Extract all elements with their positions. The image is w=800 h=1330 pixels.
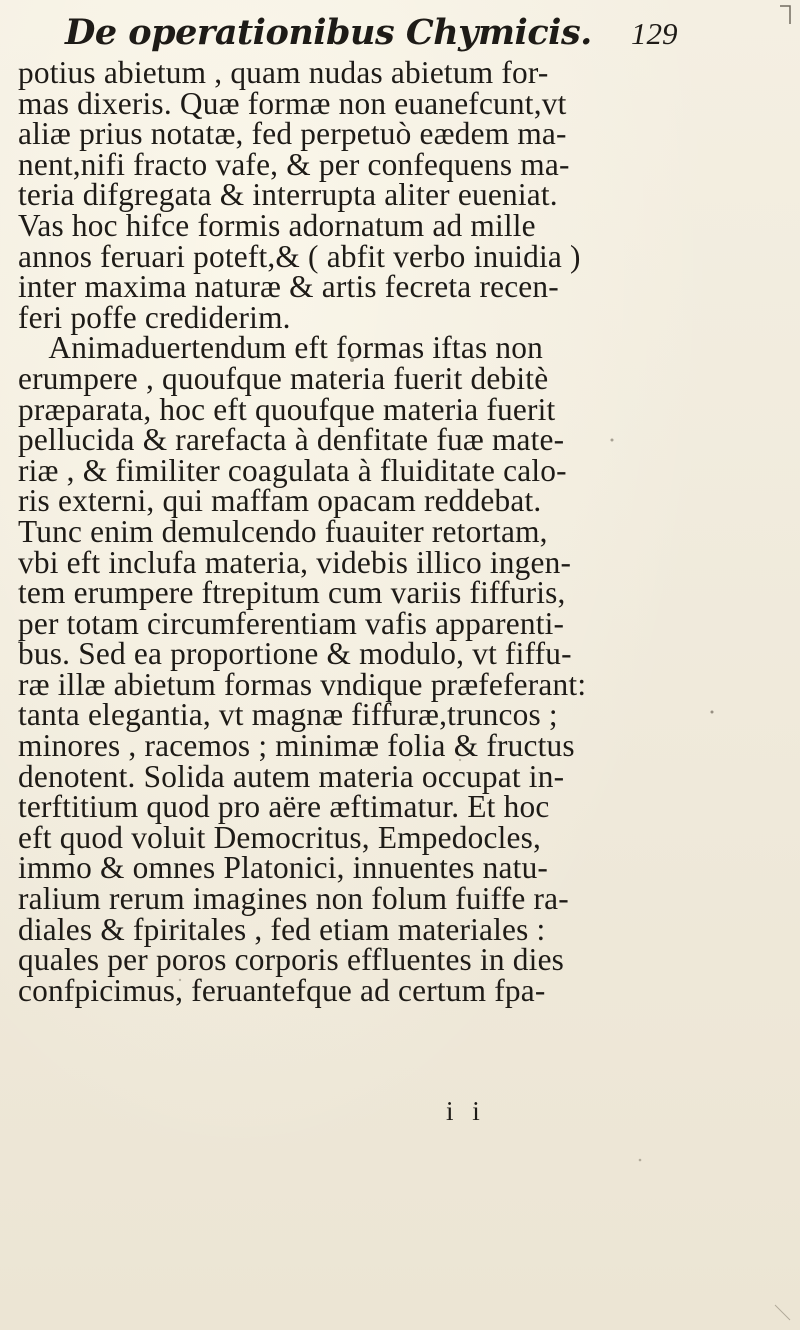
text-line: immo & omnes Platonici, innuentes natu- xyxy=(18,850,549,886)
signature-mark: i i xyxy=(446,1096,486,1126)
text-line: mas dixeris. Quæ formæ non euanefcunt,vt xyxy=(18,85,567,121)
page-number: 129 xyxy=(631,16,678,51)
text-line: teria difgregata & interrupta aliter eueniat. xyxy=(18,177,558,213)
running-title: De operationibus Chymicis. xyxy=(65,12,592,53)
text-line: vbi eft inclufa materia, videbis illico ingen- xyxy=(18,544,572,580)
text-line: quales per poros corporis effluentes in dies xyxy=(18,942,565,978)
text-line: per totam circumferentiam vafis apparenti- xyxy=(18,605,565,641)
text-line: annos feruari poteft,& ( abfit verbo inuidia ) xyxy=(18,238,581,274)
text-line: minores , racemos ; minimæ folia & fructus xyxy=(18,728,575,764)
text-line: Vas hoc hifce formis adornatum ad mille xyxy=(18,207,536,243)
text-line: diales & fpiritales , fed etiam materiales : xyxy=(18,911,546,947)
text-line: præparata, hoc eft quoufque materia fuerit xyxy=(18,391,556,427)
text-line: denotent. Solida autem materia occupat in- xyxy=(18,758,565,794)
text-line: aliæ prius notatæ, fed perpetuò eædem ma- xyxy=(18,116,567,152)
text-line: tem erumpere ftrepitum cum variis fiffuris, xyxy=(18,575,566,611)
text-line: pellucida & rarefacta à denfitate fuæ mate- xyxy=(18,422,565,458)
text-line: tanta elegantia, vt magnæ fiffuræ,truncos ; xyxy=(18,697,558,733)
text-line: nent,nifi fracto vafe, & per confequens ma- xyxy=(18,146,570,182)
text-line: feri poffe crediderim. xyxy=(18,299,291,335)
text-line: ræ illæ abietum formas vndique præfeferant: xyxy=(18,666,587,702)
text-line: ris externi, qui maffam opacam reddebat. xyxy=(18,483,542,519)
text-line: riæ , & fimiliter coagulata à fluiditate calo- xyxy=(18,452,567,488)
text-line: confpicimus, feruantefque ad certum fpa- xyxy=(18,972,546,1008)
text-line: inter maxima naturæ & artis fecreta recen- xyxy=(18,269,559,305)
text-line: potius abietum , quam nudas abietum for- xyxy=(18,55,549,90)
text-line: Animaduertendum eft formas iftas non xyxy=(18,330,544,366)
body-text xyxy=(18,55,794,1008)
text-line: eft quod voluit Democritus, Empedocles, xyxy=(18,819,542,855)
text-line: Tunc enim demulcendo fuauiter retortam, xyxy=(18,513,548,549)
text-line: erumpere , quoufque materia fuerit debitè xyxy=(18,360,549,396)
text-line: bus. Sed ea proportione & modulo, vt fiffu- xyxy=(18,636,572,672)
text-line: terftitium quod pro aëre æftimatur. Et hoc xyxy=(18,789,550,825)
text-line: ralium rerum imagines non folum fuiffe ra- xyxy=(18,881,569,917)
